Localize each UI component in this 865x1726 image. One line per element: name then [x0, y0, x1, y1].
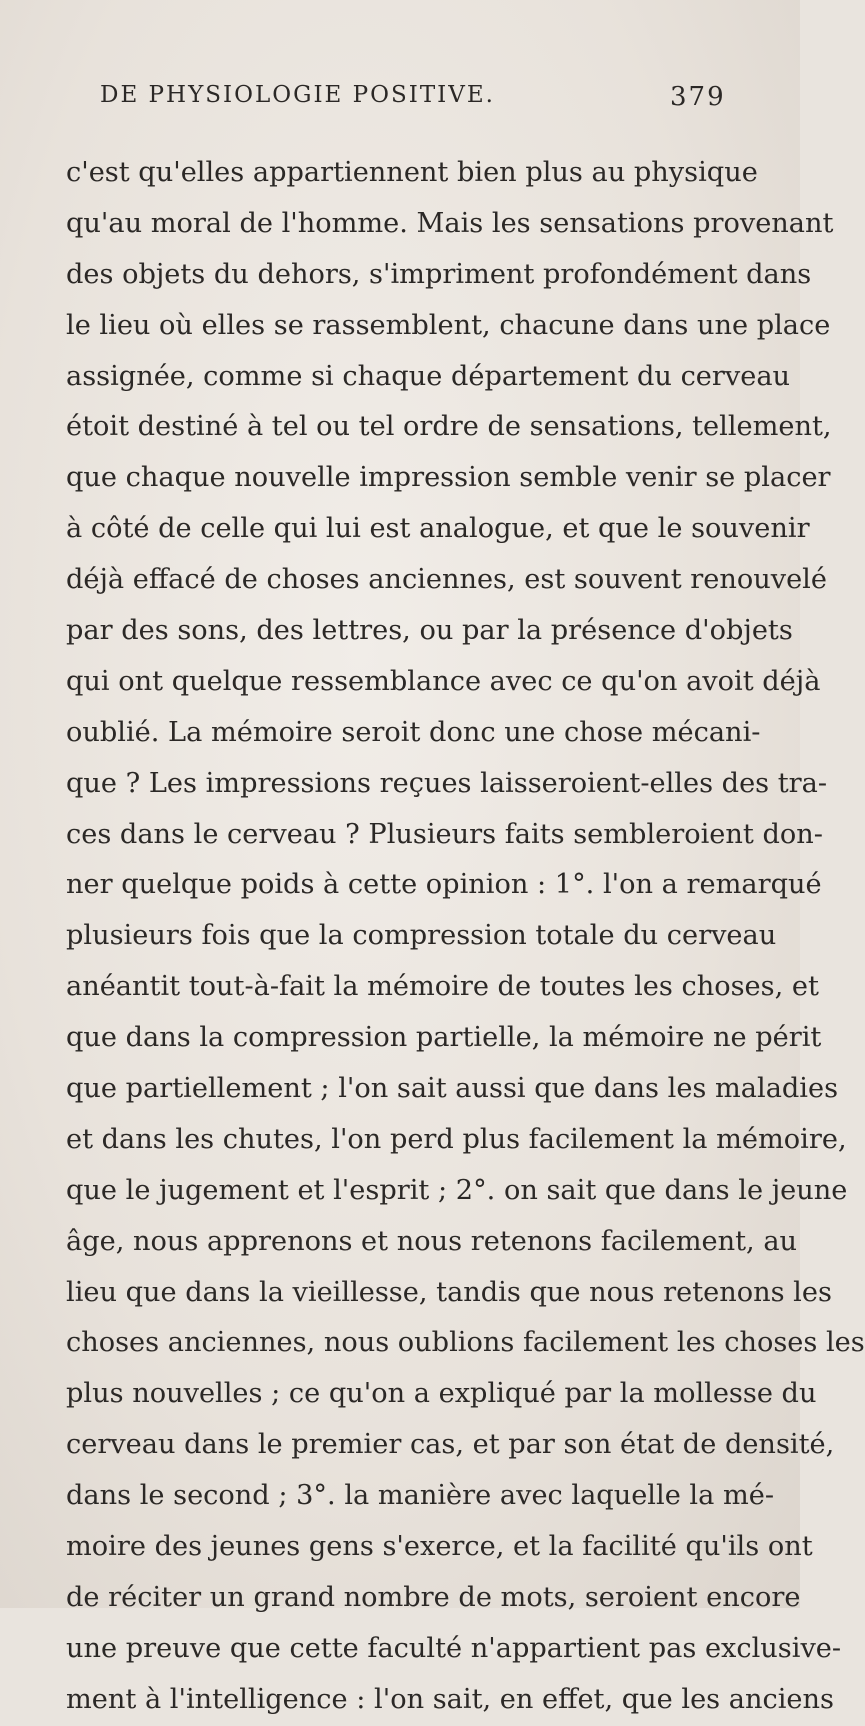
text-line: qui ont quelque ressemblance avec ce qu'on avoit déjà [66, 665, 821, 697]
text-line: de réciter un grand nombre de mots, seroient encore [66, 1581, 801, 1613]
text-line: plusieurs fois que la compression totale du cerveau [66, 920, 777, 952]
text-line: que partiellement ; l'on sait aussi que dans les maladies [66, 1073, 839, 1105]
text-line: que chaque nouvelle impression semble venir se placer [66, 462, 831, 494]
page-number: 379 [670, 82, 726, 112]
text-line: plus nouvelles ; ce qu'on a expliqué par la mollesse du [66, 1378, 817, 1410]
text-line: ner quelque poids à cette opinion : 1°. l'on a remarqué [66, 869, 822, 901]
text-line: le lieu où elles se rassemblent, chacune dans une place [66, 309, 831, 341]
text-line: ment à l'intelligence : l'on sait, en effet, que les anciens [66, 1683, 834, 1715]
body-text [66, 148, 865, 1726]
text-line: qu'au moral de l'homme. Mais les sensations provenant [66, 207, 834, 239]
text-line: une preuve que cette faculté n'appartient pas exclusive- [66, 1632, 842, 1664]
text-line: choses anciennes, nous oublions facilement les choses les [66, 1327, 865, 1359]
text-line: que le jugement et l'esprit ; 2°. on sait que dans le jeune [66, 1174, 848, 1206]
text-line: ces dans le cerveau ? Plusieurs faits sembleroient don- [66, 818, 823, 850]
text-line: des objets du dehors, s'impriment profondément dans [66, 258, 812, 290]
text-line: lieu que dans la vieillesse, tandis que nous retenons les [66, 1276, 832, 1308]
text-line: moire des jeunes gens s'exerce, et la facilité qu'ils ont [66, 1531, 813, 1563]
text-line: c'est qu'elles appartiennent bien plus au physique [66, 157, 758, 188]
text-line: que dans la compression partielle, la mémoire ne périt [66, 1022, 822, 1054]
text-line: que ? Les impressions reçues laisseroient-elles des tra- [66, 767, 828, 799]
text-line: à côté de celle qui lui est analogue, et que le souvenir [66, 513, 810, 545]
text-line: par des sons, des lettres, ou par la présence d'objets [66, 615, 793, 647]
text-line: cerveau dans le premier cas, et par son état de densité, [66, 1429, 835, 1461]
text-line: anéantit tout-à-fait la mémoire de toutes les choses, et [66, 971, 819, 1003]
text-line: assignée, comme si chaque département du cerveau [66, 360, 791, 392]
text-line: étoit destiné à tel ou tel ordre de sensations, tellement, [66, 411, 832, 443]
text-line: et dans les chutes, l'on perd plus facilement la mémoire, [66, 1123, 847, 1155]
text-line: oublié. La mémoire seroit donc une chose mécani- [66, 716, 761, 748]
text-line: déjà effacé de choses anciennes, est souvent renouvelé [66, 564, 827, 596]
text-line: dans le second ; 3°. la manière avec laquelle la mé- [66, 1480, 775, 1512]
running-title: DE PHYSIOLOGIE POSITIVE. [100, 82, 495, 108]
text-line: âge, nous apprenons et nous retenons facilement, au [66, 1225, 798, 1257]
